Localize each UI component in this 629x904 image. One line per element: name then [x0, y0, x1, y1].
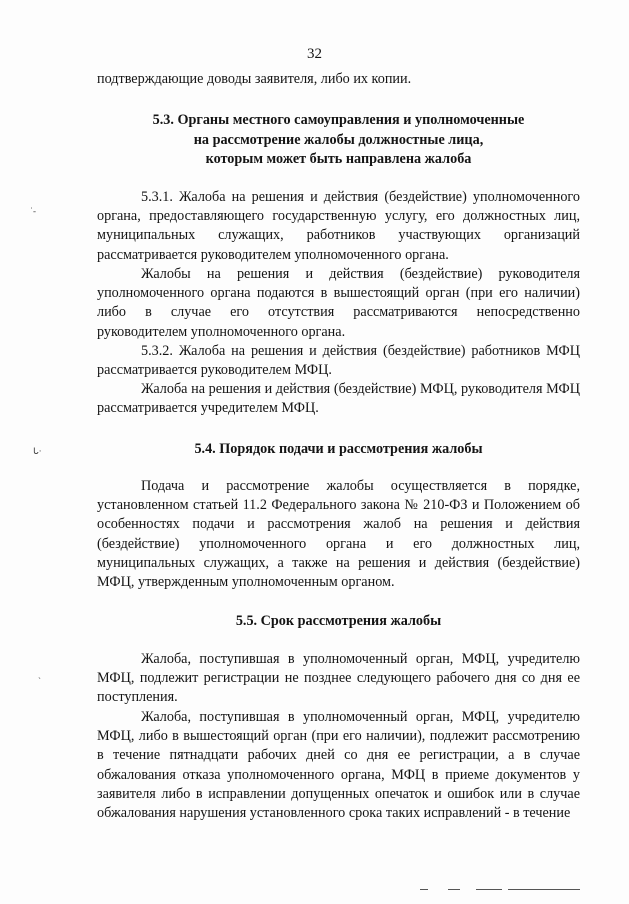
section-5-3-heading	[97, 111, 580, 170]
paragraph-5-3-2-mfc: Жалоба на решения и действия (бездействие) МФЦ, руководителя МФЦ рассматривается учредителем МФЦ.	[97, 381, 580, 417]
intro-line: подтверждающие доводы заявителя, либо их копии.	[97, 71, 412, 87]
paragraph-5-3-1-appeal: Жалобы на решения и действия (бездействие) руководителя уполномоченного органа подаются в вышестоящий орган (при его наличии) либо в случае его отсутствия рассматриваются непосредственно руководителем уполномоченного органа.	[97, 266, 580, 340]
paragraph-5-5-registration: Жалоба, поступившая в уполномоченный орган, МФЦ, учредителю МФЦ, подлежит регистрации не позднее следующего рабочего дня со дня ее поступления.	[97, 651, 580, 706]
paragraph-5-3-2: 5.3.2. Жалоба на решения и действия (бездействие) работников МФЦ рассматривается руководителем МФЦ.	[97, 343, 580, 379]
section-5-3-heading-line: которым может быть направлена жалоба	[205, 151, 472, 167]
paragraph-5-5-review-period: Жалоба, поступившая в уполномоченный орган, МФЦ, учредителю МФЦ, либо в вышестоящий орган (при его наличии), подлежит рассмотрению в течение пятнадцати рабочих дней со дня ее регистрации, а в случае обжалования отказа уполномоченного органа, МФЦ в приеме документов у заявителя либо в исправлении допущенных опечаток и ошибок или в случае обжалования нарушения установленного срока таких исправлений - в течение	[97, 709, 580, 822]
scan-mark: ᒐ·	[33, 446, 42, 456]
scan-artifact-line	[448, 889, 460, 890]
page-number: 32	[307, 46, 322, 62]
section-5-4-heading: 5.4. Порядок подачи и рассмотрения жалобы	[194, 441, 483, 457]
scan-artifact-line	[420, 889, 428, 890]
section-5-5-heading: 5.5. Срок рассмотрения жалобы	[235, 613, 442, 629]
scan-artifact-line	[508, 889, 580, 890]
section-5-3-heading-line: на рассмотрение жалобы должностные лица,	[193, 131, 484, 148]
scan-mark: ˙‐	[30, 206, 36, 216]
scan-artifact-line	[476, 889, 502, 890]
paragraph-5-3-1: 5.3.1. Жалоба на решения и действия (бездействие) уполномоченного органа, предоставляющего государственную услугу, его должностных лиц, муниципальных служащих, работников участвующих организаций рассматривается руководителем уполномоченного органа.	[97, 189, 580, 263]
paragraph-5-4: Подача и рассмотрение жалобы осуществляется в порядке, установленном статьей 11.2 Федерального закона № 210-ФЗ и Положением об особенностях подачи и рассмотрения жалоб на решения и действия (бездействие) уполномоченного органа и его должностных лиц, муниципальных служащих, а также на решения и действия (бездействие) МФЦ, утвержденным уполномоченным органом.	[97, 478, 580, 591]
scan-mark: ˴	[38, 672, 41, 682]
section-5-3-heading-line: 5.3. Органы местного самоуправления и уполномоченные	[152, 112, 525, 128]
